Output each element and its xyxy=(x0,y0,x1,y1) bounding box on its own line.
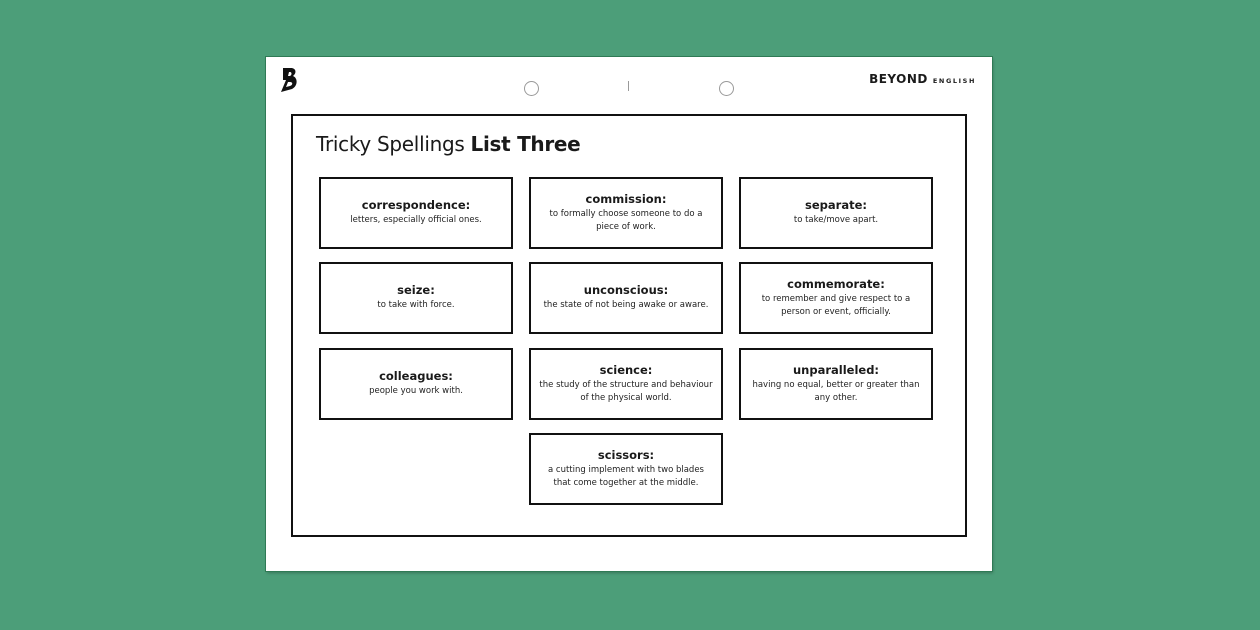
brand-sub-text: ENGLISH xyxy=(932,77,976,85)
center-mark xyxy=(628,81,629,91)
card-word: correspondence: xyxy=(361,198,471,213)
card-definition: the state of not being awake or aware. xyxy=(543,300,709,311)
spelling-card xyxy=(529,262,723,334)
card-word: unparalleled: xyxy=(792,362,880,377)
punch-hole xyxy=(719,81,734,96)
brand-wordmark xyxy=(869,72,976,86)
card-word: science: xyxy=(599,362,653,377)
worksheet-frame xyxy=(291,114,967,537)
card-definition: the study of the structure and behaviour of the physical world. xyxy=(539,379,713,403)
card-definition: people you work with. xyxy=(369,386,463,397)
card-word: scissors: xyxy=(597,447,655,462)
spelling-card xyxy=(529,177,723,249)
card-definition: letters, especially official ones. xyxy=(350,215,482,226)
card-word: commission: xyxy=(585,191,667,206)
card-definition: to take with force. xyxy=(377,300,455,311)
spelling-card xyxy=(529,433,723,505)
spelling-card xyxy=(319,348,513,420)
title-regular: Tricky Spellings xyxy=(316,132,465,156)
worksheet-page xyxy=(266,57,992,571)
card-definition: a cutting implement with two blades that come together at the middle. xyxy=(548,464,704,488)
card-word: seize: xyxy=(397,283,435,298)
card-definition: to remember and give respect to a person or event, officially. xyxy=(761,293,911,317)
spelling-card xyxy=(739,177,933,249)
beyond-logo-icon xyxy=(280,67,300,93)
worksheet-title xyxy=(316,132,580,156)
card-word: separate: xyxy=(805,198,867,213)
card-definition: to formally choose someone to do a piece of work. xyxy=(549,208,703,232)
spelling-card xyxy=(739,262,933,334)
spelling-card xyxy=(529,348,723,420)
card-definition: to take/move apart. xyxy=(793,215,879,226)
card-word: commemorate: xyxy=(787,276,885,291)
spelling-card xyxy=(319,177,513,249)
spelling-card xyxy=(319,262,513,334)
card-definition: having no equal, better or greater than any other. xyxy=(752,379,920,403)
spelling-card xyxy=(739,348,933,420)
title-bold: List Three xyxy=(470,132,581,156)
card-word: colleagues: xyxy=(379,369,453,384)
punch-hole xyxy=(524,81,539,96)
card-word: unconscious: xyxy=(583,283,669,298)
brand-main-text: BEYOND xyxy=(869,72,928,86)
